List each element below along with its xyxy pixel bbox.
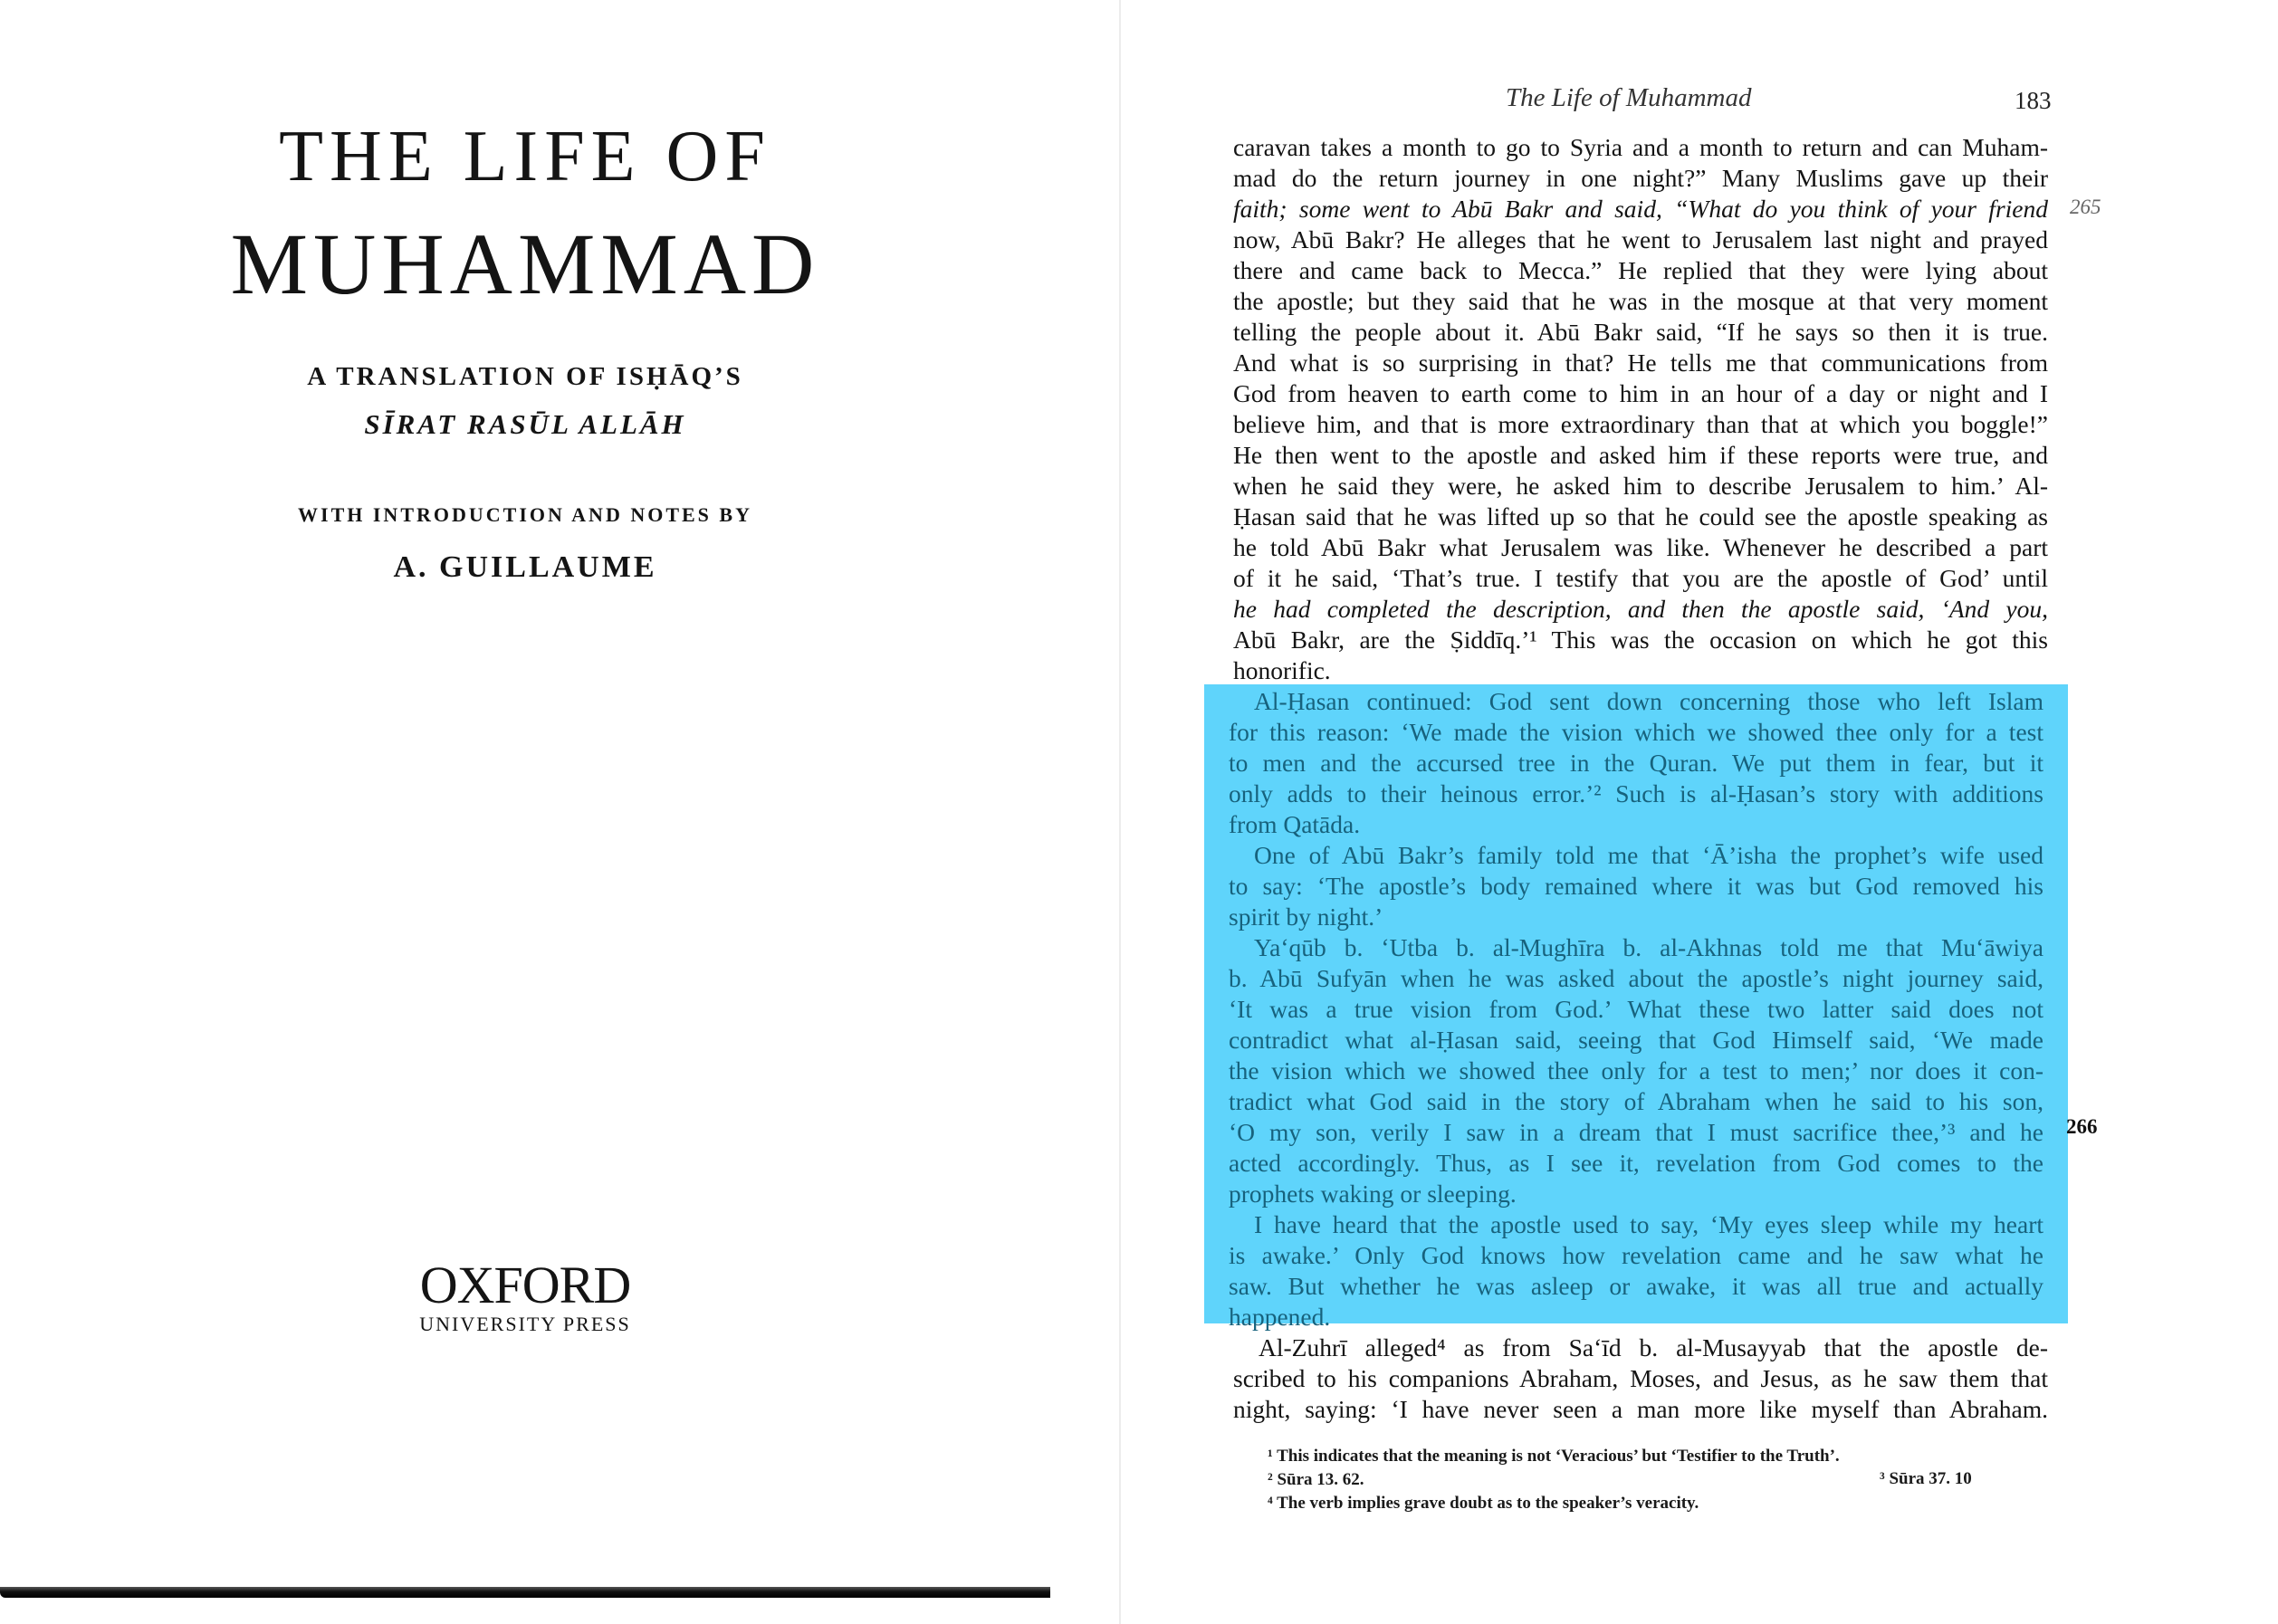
text-line: there and came back to Mecca.” He replied that they were lying about (1233, 256, 2048, 284)
text-line: scribed to his companions Abraham, Moses, and Jesus, as he saw them that (1233, 1364, 2048, 1392)
text-line: Al-Zuhrī alleged⁴ as from Sa‘īd b. al-Musayyab that the apostle de- (1259, 1333, 2048, 1361)
text-line: Abū Bakr, are the Ṣiddīq.’¹ This was the occasion on which he got this (1233, 626, 2048, 654)
highlighted-text-line: happened. (1229, 1303, 1331, 1331)
text-line: faith; some went to Abū Bakr and said, “What do you think of your friend (1233, 195, 2048, 223)
highlighted-text-line: the vision which we showed thee only for a test to men;’ nor does it con- (1229, 1056, 2044, 1084)
title-page (0, 0, 1119, 1624)
highlighted-text-line: for this reason: ‘We made the vision which we showed thee only for a test (1229, 718, 2044, 746)
text-line: believe him, and that is more extraordinary than that at which you boggle!” (1233, 410, 2048, 438)
text-line: now, Abū Bakr? He alleges that he went to Jerusalem last night and prayed (1233, 225, 2048, 253)
footnote: ³ Sūra 37. 10 (1880, 1469, 1972, 1488)
running-head: The Life of Muhammad (1506, 83, 1752, 112)
highlighted-text-line: Al-Ḥasan continued: God sent down concerning those who left Islam (1254, 687, 2044, 715)
text-line: when he said they were, he asked him to describe Jerusalem to him.’ Al- (1233, 472, 2048, 500)
footnote: ² Sūra 13. 62. (1268, 1470, 1364, 1489)
page-number: 183 (2015, 87, 2052, 114)
text-line: God from heaven to earth come to him in an hour of a day or night and I (1233, 379, 2048, 407)
publisher-subtitle: UNIVERSITY PRESS (419, 1313, 631, 1335)
book-title-line-1: THE LIFE OF (279, 117, 771, 196)
book-title-line-2: MUHAMMAD (230, 215, 820, 312)
text-line: And what is so surprising in that? He tells me that communications from (1233, 349, 2048, 377)
text-line: honorific. (1233, 656, 1331, 684)
text-line: telling the people about it. Abū Bakr said, “If he says so then it is true. (1233, 318, 2048, 346)
text-line: mad do the return journey in one night?” Many Muslims gave up their (1233, 164, 2048, 192)
text-page (1119, 0, 2278, 1624)
highlighted-text-line: is awake.’ Only God knows how revelation came and he saw what he (1229, 1241, 2044, 1269)
highlighted-text-line: saw. But whether he was asleep or awake, it was all true and actually (1229, 1272, 2044, 1300)
author-name: A. GUILLAUME (393, 550, 657, 584)
highlighted-text-line: ‘O my son, verily I saw in a dream that I must sacrifice thee,’³ and he (1229, 1118, 2044, 1146)
text-line: He then went to the apostle and asked him if these reports were true, and (1233, 441, 2048, 469)
highlighted-text-line: prophets waking or sleeping. (1229, 1180, 1517, 1208)
subtitle-line-1: A TRANSLATION OF ISḤĀQ’S (307, 362, 743, 391)
text-line: he had completed the description, and then the apostle said, ‘And you, (1233, 595, 2048, 623)
subtitle-line-2: SĪRAT RASŪL ALLĀH (364, 408, 686, 440)
text-line: the apostle; but they said that he was in the mosque at that very moment (1233, 287, 2048, 315)
highlighted-text-line: to say: ‘The apostle’s body remained where it was but God removed his (1229, 872, 2044, 900)
margin-reference: 265 (2070, 196, 2101, 218)
text-line: caravan takes a month to go to Syria and a month to return and can Muham- (1233, 133, 2048, 161)
highlighted-text-line: One of Abū Bakr’s family told me that ‘Ā’isha the prophet’s wife used (1254, 841, 2044, 869)
text-line: Ḥasan said that he was lifted up so that he could see the apostle speaking as (1233, 502, 2048, 530)
highlighted-text-line: to men and the accursed tree in the Quran. We put them in fear, but it (1229, 749, 2044, 777)
margin-reference: 266 (2066, 1115, 2098, 1138)
book-spine-shadow (0, 1587, 1050, 1598)
highlighted-text-line: contradict what al-Ḥasan said, seeing that God Himself said, ‘We made (1229, 1026, 2044, 1054)
highlighted-text-line: I have heard that the apostle used to say, ‘My eyes sleep while my heart (1254, 1210, 2044, 1238)
text-line: he told Abū Bakr what Jerusalem was like. Whenever he described a part (1233, 533, 2048, 561)
highlighted-text-line: tradict what God said in the story of Abraham when he said to his son, (1229, 1087, 2044, 1115)
text-line: of it he said, ‘That’s true. I testify that you are the apostle of God’ until (1233, 564, 2048, 592)
highlighted-text-line: acted accordingly. Thus, as I see it, revelation from God comes to the (1229, 1149, 2044, 1177)
footnote: ¹ This indicates that the meaning is not ‘Veracious’ but ‘Testifier to the Truth’. (1268, 1447, 1840, 1466)
highlighted-text-line: only adds to their heinous error.’² Such is al-Ḥasan’s story with additions (1229, 779, 2044, 807)
highlighted-text-line: from Qatāda. (1229, 810, 1361, 838)
highlighted-text-line: b. Abū Sufyān when he was asked about the apostle’s night journey said, (1229, 964, 2044, 992)
text-line: night, saying: ‘I have never seen a man more like myself than Abraham. (1233, 1395, 2048, 1423)
footnote: ⁴ The verb implies grave doubt as to the speaker’s veracity. (1268, 1494, 1699, 1513)
highlighted-text-line: Ya‘qūb b. ‘Utba b. al-Mughīra b. al-Akhnas told me that Mu‘āwiya (1254, 933, 2044, 961)
highlighted-text-line: ‘It was a true vision from God.’ What these two latter said does not (1229, 995, 2044, 1023)
publisher-logo: OXFORD (419, 1256, 631, 1314)
highlighted-text-line: spirit by night.’ (1229, 903, 1383, 931)
introduction-credit: WITH INTRODUCTION AND NOTES BY (298, 503, 752, 526)
